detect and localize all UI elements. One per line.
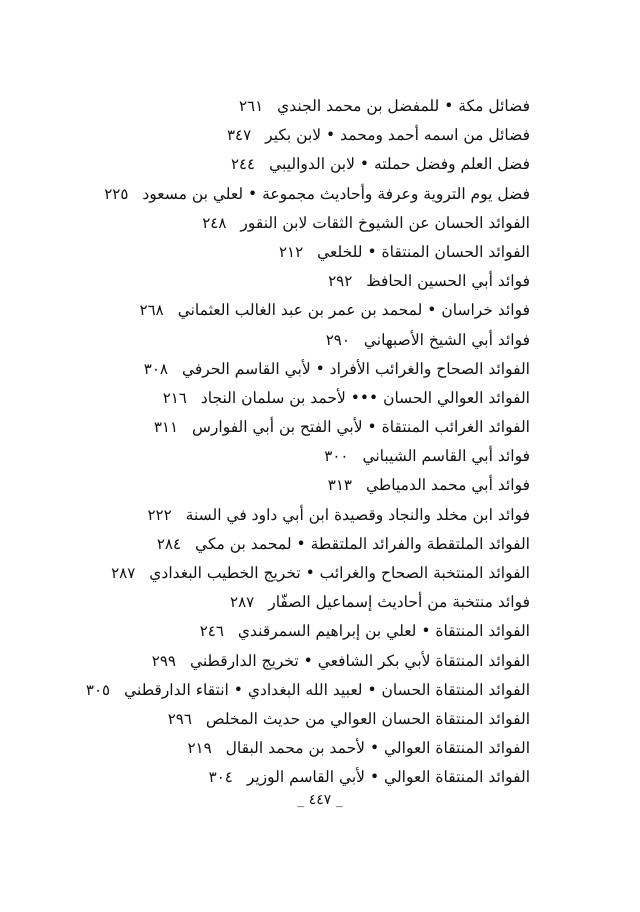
index-entry: [110, 150, 530, 179]
entry-page-number: ٢٤٦: [199, 622, 224, 641]
entry-page-number: ٢٦١: [238, 97, 264, 115]
entry-title: الفوائد الحسان عن الشيوخ الثقات لابن النقور: [240, 213, 530, 232]
entry-page-number: ٢٩٩: [151, 651, 176, 670]
entry-page-number: ٢٤٨: [202, 213, 227, 232]
index-entry: [110, 92, 530, 121]
entry-title: فوائد منتخبة من أحاديث إسماعيل الصفّار: [268, 593, 530, 612]
entry-title: الفوائد المنتقاة العوالي • لأبي القاسم الوزير: [246, 768, 530, 787]
index-entry: [104, 180, 530, 209]
index-entries: [85, 92, 530, 793]
entry-page-number: ٢٨٧: [111, 564, 136, 582]
entry-title: فوائد خراسان • لمحمد بن عمر بن عبد الغالب العثماني: [177, 301, 530, 320]
entry-page-number: ٢٢٢: [147, 505, 172, 524]
index-entry: [110, 121, 530, 150]
index-entry: [110, 763, 530, 792]
entry-page-number: ٢١٢: [278, 242, 304, 261]
entry-title: الفوائد الصحاح والغرائب الأفراد • لأبي القاسم الحرفي: [181, 359, 530, 378]
index-entry: [110, 296, 530, 325]
index-entry: [110, 617, 530, 646]
entry-title: الفوائد الملتقطة والفرائد الملتقطة • لمحمد بن مكي: [195, 534, 530, 553]
entry-page-number: ٣١٣: [327, 476, 352, 495]
entry-title: فضل يوم التروية وعرفة وأحاديث مجموعة • لعلي بن مسعود: [142, 184, 530, 203]
entry-title: الفوائد الغرائب المنتقاة • لأبي الفتح بن أبي الفوارس: [192, 418, 530, 437]
entry-title: الفوائد المنتقاة الحسان • لعبيد الله البغدادي • انتقاء الدارقطني: [124, 680, 530, 699]
index-entry: [85, 676, 530, 705]
index-entry: [110, 734, 530, 763]
entry-title: الفوائد العوالي الحسان ••• لأحمد بن سلمان النجاد: [200, 388, 530, 407]
index-entry: [110, 705, 530, 734]
entry-page-number: ٣٠٤: [208, 768, 233, 787]
entry-title: فوائد أبي محمد الدمياطي: [365, 476, 530, 495]
entry-title: فضائل من اسمه أحمد ومحمد • لابن بكير: [265, 126, 530, 145]
entry-title: فوائد أبي القاسم الشيباني: [362, 447, 530, 466]
entry-page-number: ٣٠٥: [85, 680, 111, 699]
index-entry: [110, 471, 530, 500]
index-entry: [110, 238, 530, 267]
entry-title: الفوائد المنتقاة • لعلي بن إبراهيم السمرقندي: [237, 622, 530, 641]
entry-title: فضائل مكة • للمفضل بن محمد الجندي: [277, 97, 530, 115]
entry-title: فضل العلم وفضل حملته • لابن الدواليبي: [269, 155, 530, 174]
entry-page-number: ٢١٩: [187, 739, 212, 758]
index-entry: [110, 326, 530, 355]
index-entry: [110, 267, 530, 296]
entry-page-number: ٢٨٤: [156, 534, 182, 553]
entry-page-number: ٢٤٤: [230, 155, 256, 174]
entry-title: فوائد أبي الشيخ الأصبهاني: [363, 330, 530, 349]
index-entry: [110, 647, 530, 676]
entry-page-number: ٢٩٠: [325, 330, 350, 349]
entry-page-number: ٢٨٧: [230, 593, 255, 612]
index-entry: [110, 559, 530, 588]
index-entry: [110, 413, 530, 442]
entry-page-number: ٢٩٢: [328, 272, 353, 291]
entry-page-number: ٢٩٦: [167, 709, 192, 728]
entry-page-number: ٣٤٧: [226, 126, 252, 145]
index-entry: [110, 588, 530, 617]
index-entry: [110, 209, 530, 238]
entry-title: الفوائد المنتقاة الحسان العوالي من حديث المخلص: [205, 709, 530, 728]
entry-title: الفوائد الحسان المنتقاة • للخلعي: [317, 242, 530, 261]
index-entry: [110, 384, 530, 413]
entry-page-number: ٣٠٨: [143, 359, 168, 378]
entry-page-number: ٢١٦: [162, 388, 187, 407]
index-entry: [110, 530, 530, 559]
page-number: _ ٤٤٧ _: [297, 792, 343, 808]
entry-page-number: ٢٢٥: [104, 184, 129, 203]
index-entry: [110, 355, 530, 384]
entry-title: الفوائد المنتقاة العوالي • لأحمد بن محمد البقال: [225, 739, 530, 758]
entry-page-number: ٢٦٨: [139, 301, 164, 320]
entry-title: الفوائد المنتقاة لأبي بكر الشافعي • تخريج الدارقطني: [189, 651, 530, 670]
entry-title: فوائد أبي الحسين الحافظ: [366, 272, 530, 291]
entry-page-number: ٣١١: [153, 418, 178, 437]
entry-title: فوائد ابن مخلد والنجاد وقصيدة ابن أبي داود في السنة: [185, 505, 530, 524]
index-entry: [110, 442, 530, 471]
entry-title: الفوائد المنتخبة الصحاح والغرائب • تخريج الخطيب البغدادي: [149, 564, 530, 582]
index-entry: [110, 501, 530, 530]
entry-page-number: ٣٠٠: [324, 447, 349, 466]
